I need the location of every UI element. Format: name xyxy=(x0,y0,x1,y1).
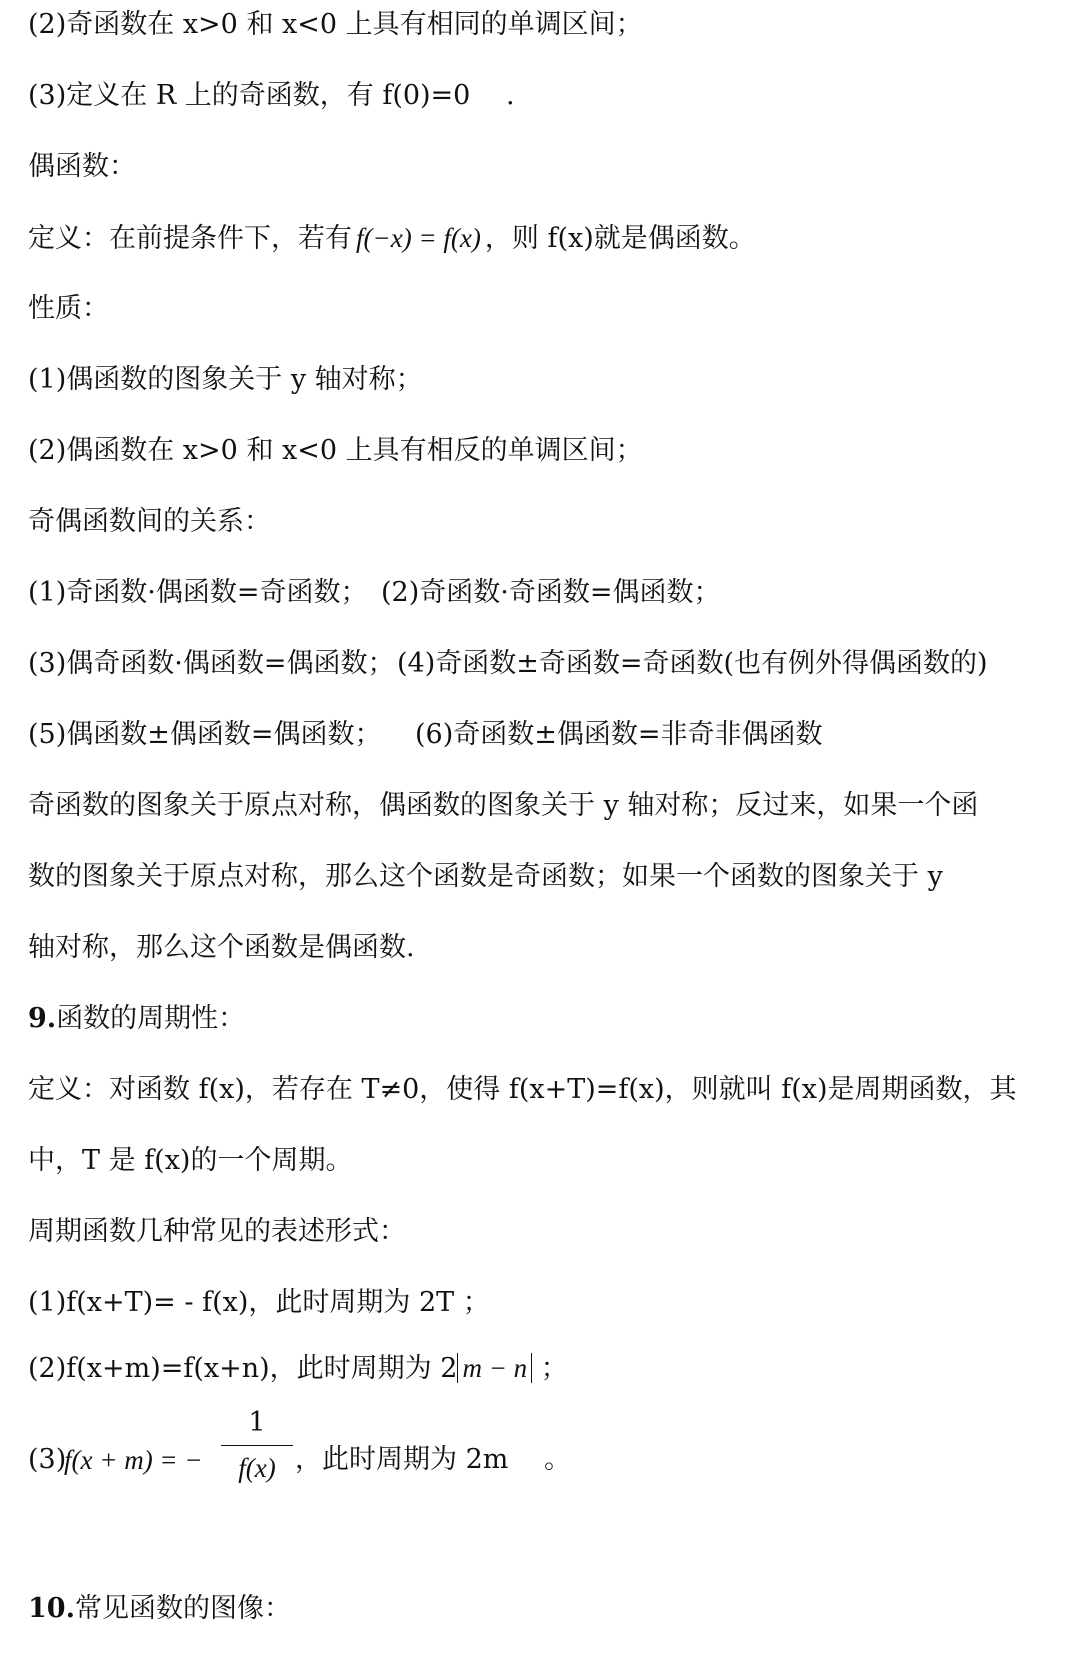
section-heading-graphs xyxy=(28,1592,291,1626)
absolute-value-formula: m − n xyxy=(457,1353,532,1383)
text-segment: (2)f(x+m)=f(x+n)，此时周期为 2 xyxy=(28,1353,458,1384)
text-segment: (3)偶奇函数·偶函数=偶函数； xyxy=(28,648,395,679)
fraction xyxy=(221,1405,293,1486)
text-line: 中，T 是 f(x)的一个周期。 xyxy=(28,1145,353,1176)
math-formula: f(x + m) = − xyxy=(64,1445,203,1475)
text-line: 数的图象关于原点对称，那么这个函数是奇函数；如果一个函数的图象关于 y xyxy=(28,861,943,892)
text-segment: (4)奇函数±奇函数=奇函数(也有例外得偶函数的) xyxy=(397,648,988,679)
section-title: 常见函数的图像： xyxy=(74,1593,291,1624)
text-segment: ，此时周期为 2m 。 xyxy=(295,1444,571,1475)
heading-relations: 奇偶函数间的关系： xyxy=(28,506,271,537)
heading-even-function: 偶函数： xyxy=(28,151,136,182)
text-line: 定义：对函数 f(x)，若存在 T≠0，使得 f(x+T)=f(x)，则就叫 f(x)是周期函数，其 xyxy=(28,1074,1017,1105)
section-title: 函数的周期性： xyxy=(56,1003,246,1034)
heading-properties: 性质： xyxy=(28,293,109,324)
text-segment: (1)奇函数·偶函数=奇函数； xyxy=(28,577,368,608)
text-line: (1)f(x+T)= - f(x)，此时周期为 2T ； xyxy=(28,1287,490,1318)
text-line: (3)定义在 R 上的奇函数，有 f(0)=0 . xyxy=(28,80,515,111)
section-number: 10. xyxy=(28,1593,75,1624)
text-segment: ，则 f(x)就是偶函数。 xyxy=(484,223,756,254)
text-segment: (6)奇函数±偶函数=非奇非偶函数 xyxy=(415,719,823,750)
text-line: 轴对称，那么这个函数是偶函数. xyxy=(28,932,415,963)
section-heading-periodicity xyxy=(28,1002,245,1036)
text-line: 周期函数几种常见的表述形式： xyxy=(28,1216,406,1247)
text-line: 奇函数的图象关于原点对称，偶函数的图象关于 y 轴对称；反过来，如果一个函 xyxy=(28,790,979,821)
fraction-denominator: f(x) xyxy=(238,1453,276,1483)
text-line xyxy=(28,647,988,681)
text-segment: (2)奇函数·奇函数=偶函数； xyxy=(381,577,721,608)
text-segment: (3) xyxy=(28,1444,67,1475)
text-line xyxy=(28,1352,568,1386)
text-line: (2)偶函数在 x>0 和 x<0 上具有相反的单调区间； xyxy=(28,435,643,466)
math-formula: f(−x) = f(x) xyxy=(356,223,481,253)
text-line xyxy=(28,221,756,255)
text-line: (2)奇函数在 x>0 和 x<0 上具有相同的单调区间； xyxy=(28,9,643,40)
text-line: (1)偶函数的图象关于 y 轴对称； xyxy=(28,364,423,395)
fraction-numerator: 1 xyxy=(248,1407,266,1438)
fraction-bar xyxy=(221,1445,293,1446)
text-line xyxy=(28,718,823,752)
section-number: 9. xyxy=(28,1003,57,1034)
text-line xyxy=(28,576,720,610)
text-segment: ； xyxy=(532,1353,568,1384)
text-segment: (5)偶函数±偶函数=偶函数； xyxy=(28,719,382,750)
text-segment: 定义：在前提条件下，若有 xyxy=(28,223,352,254)
